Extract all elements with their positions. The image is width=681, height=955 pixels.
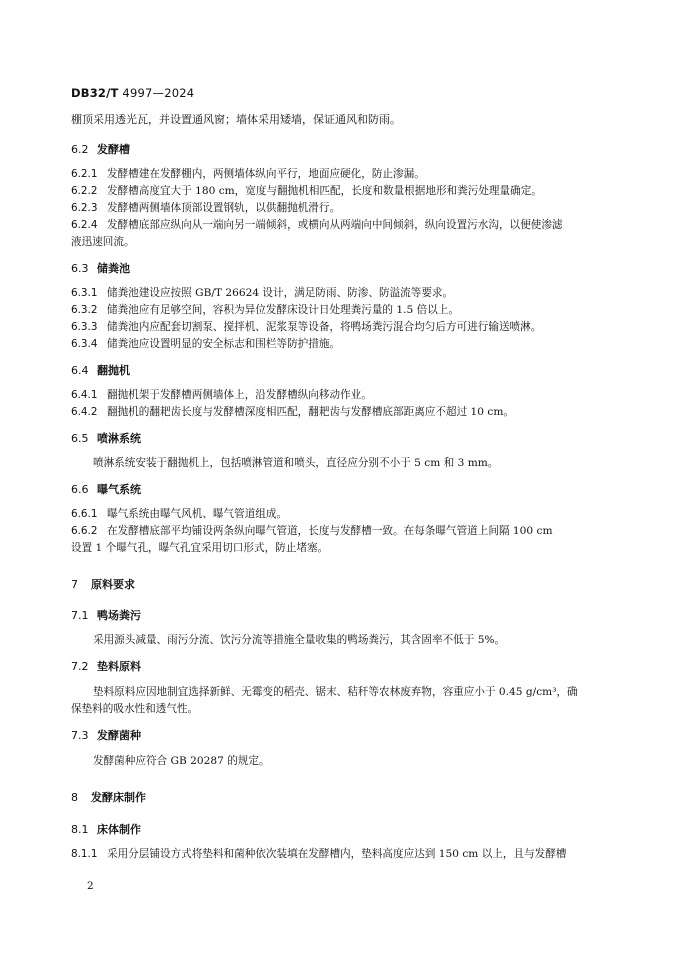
clause-6-3-4: 6.3.4 储粪池应设置明显的安全标志和围栏等防护措施。	[71, 338, 341, 350]
clause-6-3-2: 6.3.2 储粪池应有足够空间，容积为异位发酵床设计日处理粪污量的 1.5 倍以上。	[71, 304, 459, 316]
clause-8-1-1: 8.1.1 采用分层铺设方式将垫料和菌种依次装填在发酵槽内，垫料高度应达到 150 cm 以上，且与发酵槽	[71, 848, 567, 860]
section-6-2-heading: 6.2 发酵槽	[71, 143, 130, 156]
clause-6-6-2-continued: 设置 1 个曝气孔，曝气孔宜采用切口形式，防止堵塞。	[71, 542, 329, 554]
section-6-5-heading: 6.5 喷淋系统	[71, 432, 141, 445]
section-6-4-heading: 6.4 翻抛机	[71, 364, 130, 377]
chapter-8-heading: 8 发酵床制作	[71, 791, 146, 804]
paragraph-7-1: 采用源头减量、雨污分流、饮污分流等措施全量收集的鸭场粪污，其含固率不低于 5%。	[93, 634, 506, 646]
section-6-6-heading: 6.6 曝气系统	[71, 483, 141, 496]
paragraph-7-2-continued: 保垫料的吸水性和透气性。	[71, 703, 199, 715]
clause-6-3-3: 6.3.3 储粪池内应配套切割泵、搅拌机、泥浆泵等设备，将鸭场粪污混合均匀后方可进行输送喷淋。	[71, 321, 542, 333]
section-6-3-heading: 6.3 储粪池	[71, 262, 130, 275]
clause-6-2-4: 6.2.4 发酵槽底部应纵向从一端向另一端倾斜，或横向从两端向中间倾斜，纵向设置污水沟，以便使渗滤	[71, 219, 563, 231]
clause-6-2-3: 6.2.3 发酵槽两侧墙体顶部设置钢轨，以供翻抛机滑行。	[71, 202, 341, 214]
clause-6-4-2: 6.4.2 翻抛机的翻耙齿长度与发酵槽深度相匹配，翻耙齿与发酵槽底部距离应不超过 10 cm。	[71, 406, 514, 418]
section-7-1-heading: 7.1 鸭场粪污	[71, 609, 141, 622]
standard-code-header	[71, 86, 194, 100]
clause-6-6-2: 6.6.2 在发酵槽底部平均铺设两条纵向曝气管道，长度与发酵槽一致。在每条曝气管道上间隔 100 cm	[71, 525, 553, 537]
section-7-3-heading: 7.3 发酵菌种	[71, 729, 141, 742]
clause-6-6-1: 6.6.1 曝气系统由曝气风机、曝气管道组成。	[71, 508, 288, 520]
clause-6-4-1: 6.4.1 翻抛机架于发酵槽两侧墙体上，沿发酵槽纵向移动作业。	[71, 389, 372, 401]
clause-6-2-1: 6.2.1 发酵槽建在发酵棚内，两侧墙体纵向平行，地面应硬化，防止渗漏。	[71, 168, 425, 180]
section-7-2-heading: 7.2 垫料原料	[71, 660, 141, 673]
paragraph-7-2: 垫料原料应因地制宜选择新鲜、无霉变的稻壳、锯末、秸秆等农林废弃物，容重应小于 0.45 g/cm³，确	[93, 686, 578, 698]
paragraph-7-3: 发酵菌种应符合 GB 20287 的规定。	[93, 755, 270, 767]
paragraph-6-5: 喷淋系统安装于翻抛机上，包括喷淋管道和喷头，直径应分别不小于 5 cm 和 3 mm。	[93, 457, 499, 469]
intro-line: 棚顶采用透光瓦，并设置通风窗；墙体采用矮墙，保证通风和防雨。	[71, 113, 401, 126]
chapter-7-heading: 7 原料要求	[71, 578, 135, 591]
page-number: 2	[87, 880, 94, 892]
clause-6-2-4-continued: 液迅速回流。	[71, 236, 135, 248]
standard-prefix: DB32/T	[71, 86, 119, 100]
section-8-1-heading: 8.1 床体制作	[71, 823, 141, 836]
clause-6-2-2: 6.2.2 发酵槽高度宜大于 180 cm，宽度与翻抛机相匹配，长度和数量根据地形和粪污处理量确定。	[71, 185, 542, 197]
standard-number: 4997—2024	[122, 86, 195, 100]
clause-6-3-1: 6.3.1 储粪池建设应按照 GB/T 26624 设计，满足防雨、防渗、防溢流等要求。	[71, 287, 454, 299]
